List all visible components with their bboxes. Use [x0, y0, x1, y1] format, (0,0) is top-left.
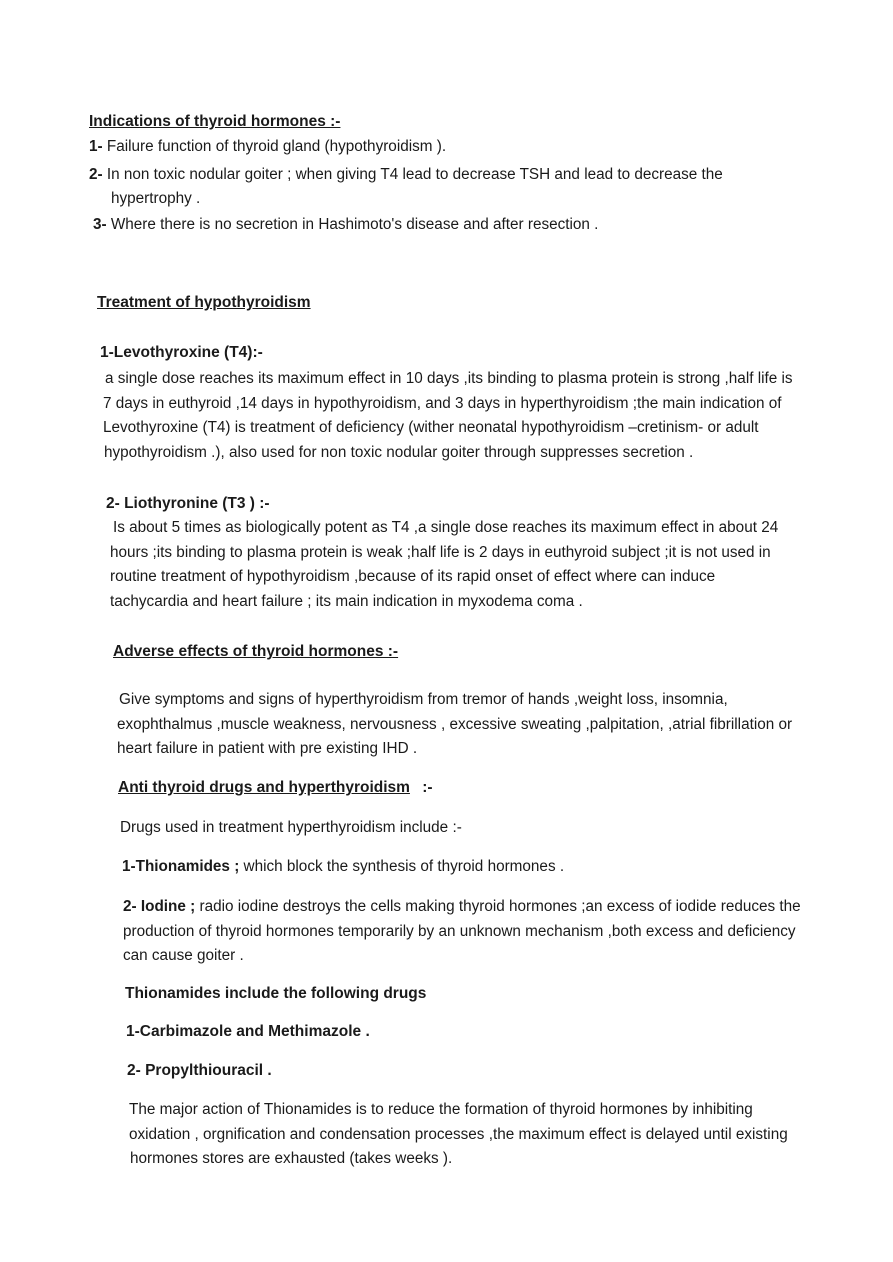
paragraph-line: oxidation , orgnification and condensation processes ,the maximum effect is delayed until existing: [129, 1125, 788, 1143]
paragraph-line: can cause goiter .: [123, 947, 244, 965]
paragraph-line: routine treatment of hypothyroidism ,because of its rapid onset of effect where can induce: [110, 568, 716, 586]
item-number: 2-: [89, 166, 103, 183]
iodine-label: 2- Iodine ;: [123, 898, 196, 915]
adverse-effects-heading: Adverse effects of thyroid hormones :-: [113, 643, 399, 660]
paragraph-line: Is about 5 times as biologically potent as T4 ,a single dose reaches its maximum effect in about 24: [113, 519, 779, 536]
liothyronine-paragraph: [110, 516, 778, 614]
adverse-effects-paragraph: [117, 688, 792, 762]
antithyroid-intro: Drugs used in treatment hyperthyroidism include :-: [120, 819, 462, 836]
paragraph-line: Levothyroxine (T4) is treatment of deficiency (wither neonatal hypothyroidism –cretinism- or adult: [103, 419, 759, 437]
antithyroid-heading-row: [118, 776, 433, 801]
paragraph-line: exophthalmus ,muscle weakness, nervousness , excessive sweating ,palpitation, ,atrial fibrillation or: [117, 715, 793, 733]
paragraph-line: hours ;its binding to plasma protein is weak ;half life is 2 days in euthyroid subject ;it is not used in: [110, 543, 771, 561]
iodine-text: radio iodine destroys the cells making thyroid hormones ;an excess of iodide reduces the: [195, 898, 801, 915]
drug-carbimazole: 1-Carbimazole and Methimazole .: [126, 1023, 370, 1040]
paragraph-line: Give symptoms and signs of hyperthyroidism from tremor of hands ,weight loss, insomnia,: [119, 691, 728, 708]
thionamides-drugs-heading: Thionamides include the following drugs: [125, 985, 427, 1002]
levothyroxine-paragraph: [103, 367, 793, 465]
item-text: Where there is no secretion in Hashimoto's disease and after resection .: [110, 216, 599, 233]
paragraph-line: hormones stores are exhausted (takes weeks ).: [130, 1150, 453, 1168]
thionamides-text: which block the synthesis of thyroid hormones .: [239, 858, 565, 875]
paragraph-line: hypothyroidism .), also used for non toxic nodular goiter through suppresses secretion .: [104, 443, 694, 461]
thionamides-item: [122, 855, 564, 880]
antithyroid-heading: Anti thyroid drugs and hyperthyroidism: [118, 779, 410, 796]
paragraph-line: The major action of Thionamides is to reduce the formation of thyroid hormones by inhibiting: [129, 1101, 753, 1118]
drug-propylthiouracil: 2- Propylthiouracil .: [127, 1062, 272, 1079]
paragraph-line: 7 days in euthyroid ,14 days in hypothyroidism, and 3 days in hyperthyroidism ;the main indication of: [103, 394, 782, 412]
item-number: 1-: [89, 138, 103, 155]
liothyronine-title: 2- Liothyronine (T3 ) :-: [106, 495, 270, 512]
indications-heading: Indications of thyroid hormones :-: [89, 113, 341, 130]
indication-item-2: [89, 163, 723, 188]
levothyroxine-title: 1-Levothyroxine (T4):-: [100, 344, 263, 361]
item-text: Failure function of thyroid gland (hypothyroidism ).: [106, 138, 447, 155]
antithyroid-heading-suffix: :-: [422, 779, 433, 796]
treatment-heading: Treatment of hypothyroidism: [97, 294, 311, 311]
indication-item-2-continued: hypertrophy .: [111, 190, 201, 207]
paragraph-line: heart failure in patient with pre existing IHD .: [117, 740, 418, 758]
indication-item-3: [93, 213, 598, 238]
paragraph-line: [123, 895, 801, 920]
paragraph-line: production of thyroid hormones temporarily by an unknown mechanism ,both excess and deficiency: [123, 922, 796, 940]
paragraph-line: a single dose reaches its maximum effect in 10 days ,its binding to plasma protein is strong ,half life is: [105, 370, 793, 387]
item-number: 3-: [93, 216, 107, 233]
iodine-item: [123, 895, 801, 969]
paragraph-line: tachycardia and heart failure ; its main indication in myxodema coma .: [110, 592, 583, 610]
item-text: In non toxic nodular goiter ; when giving T4 lead to decrease TSH and lead to decrease the: [106, 166, 723, 183]
indication-item-1: [89, 135, 446, 160]
thionamides-action-paragraph: [129, 1098, 788, 1172]
thionamides-label: 1-Thionamides ;: [122, 858, 240, 875]
